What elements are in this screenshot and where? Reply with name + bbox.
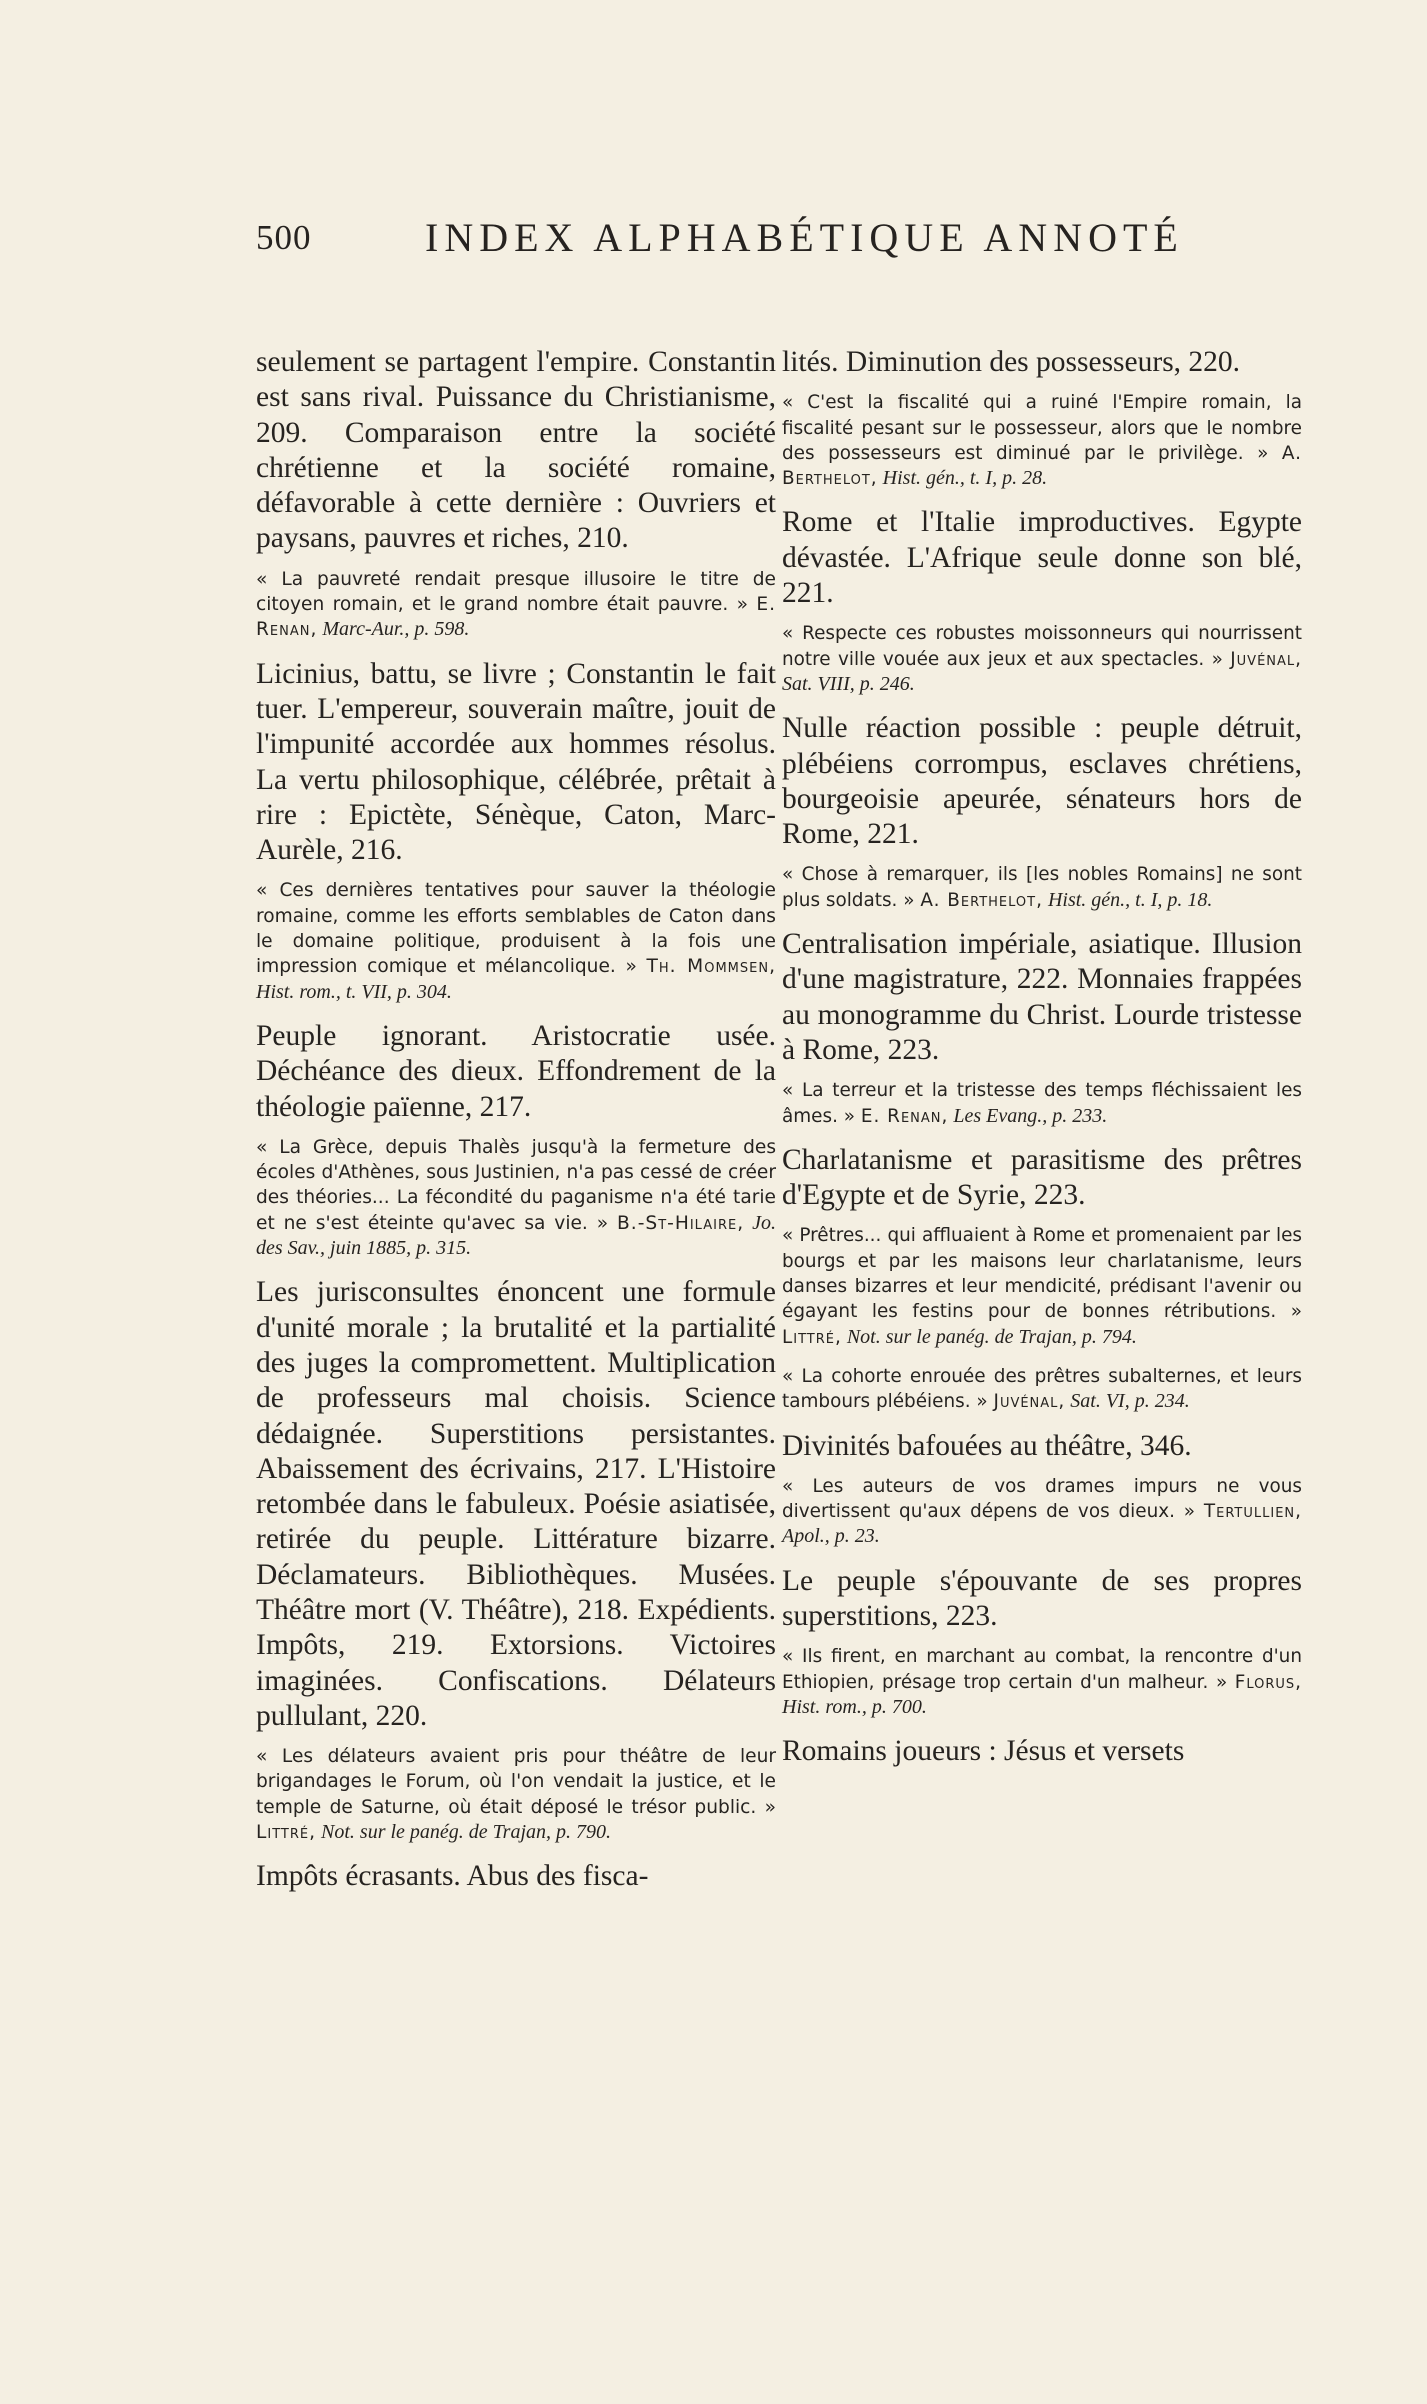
- quote-text: « La pauvreté rendait presque illusoire le titre de citoyen romain, et le grand nombre était pauvre. »: [256, 568, 776, 616]
- index-entry: Centralisation impériale, asiatique. Illusion d'une magistrature, 222. Monnaies frappées au monogramme du Christ. Lourde tristesse à Rome, 223.: [782, 928, 1302, 1066]
- quotation: [782, 862, 1302, 913]
- quote-text: « Prêtres... qui affluaient à Rome et promenaient par les bourgs et par les maisons leur charlatanisme, leurs danses bizarres et leur mendicité, prédisant l'avenir ou égayant les festins pour de bonnes rétributions. »: [782, 1225, 1302, 1323]
- quotation: [782, 390, 1302, 491]
- quotation: [256, 567, 776, 643]
- quote-text: « La terreur et la tristesse des temps fléchissaient les âmes. »: [782, 1080, 1302, 1127]
- quote-author: B.-St-Hilaire,: [617, 1212, 745, 1234]
- quote-author: Tertullien,: [1203, 1501, 1302, 1523]
- quote-author: E. Renan,: [860, 1105, 949, 1127]
- index-entry: seulement se partagent l'empire. Constantin est sans rival. Puissance du Christianisme, 209. Comparaison entre la société chrétienne et la société romaine, défavorable à cette dernière : Ouvriers et paysans, pauvres et riches, 210.: [256, 346, 776, 555]
- index-entry: Charlatanisme et parasitisme des prêtres d'Egypte et de Syrie, 223.: [782, 1143, 1302, 1212]
- quotation: [256, 1135, 776, 1261]
- quotation: [782, 1644, 1302, 1720]
- index-entry: Rome et l'Italie improductives. Egypte dévastée. L'Afrique seule donne son blé, 221.: [782, 506, 1302, 610]
- quote-text: « Ces dernières tentatives pour sauver la théologie romaine, comme les efforts semblables de Caton dans le domaine politique, produisent à la fois une impression comique et mélancolique. »: [256, 880, 776, 978]
- quote-text: « La cohorte enrouée des prêtres subalternes, et leurs tambours plébéiens. »: [782, 1365, 1302, 1413]
- quote-text: « Ils firent, en marchant au combat, la rencontre d'un Ethiopien, présage trop certain d'un malheur. »: [782, 1646, 1302, 1693]
- quotation: [256, 1744, 776, 1845]
- quote-source: Sat. VI, p. 234.: [1065, 1390, 1190, 1413]
- left-column: [256, 345, 776, 1895]
- quote-source: Sat. VIII, p. 246.: [782, 672, 915, 695]
- quote-author: Littré,: [256, 1822, 317, 1844]
- index-entry: Les jurisconsultes énoncent une formule d'unité morale ; la brutalité et la partialité des juges la compromettent. Multiplication de professeurs mal choisis. Science dédaignée. Superstitions persistantes. Abaissement des écrivains, 217. L'Histoire retombée dans le fabuleux. Poésie asiatisée, retirée du peuple. Littérature bizarre. Déclamateurs. Bibliothèques. Musées. Théâtre mort (V. Théâtre), 218. Expédients. Impôts, 219. Extorsions. Victoires imaginées. Confiscations. Délateurs pullulant, 220.: [256, 1276, 776, 1732]
- quote-text: « C'est la fiscalité qui a ruiné l'Empire romain, la fiscalité pesant sur le possesseur, alors que le nombre des possesseurs est diminué par le privilège. »: [782, 392, 1302, 464]
- quote-author: Th. Mommsen,: [646, 956, 776, 978]
- quote-source: Hist. rom., p. 700.: [782, 1695, 927, 1718]
- page-number: 500: [256, 218, 312, 257]
- quote-source: Hist. rom., t. VII, p. 304.: [256, 980, 452, 1003]
- index-entry: Romains joueurs : Jésus et versets: [782, 1735, 1185, 1768]
- index-entry: Divinités bafouées au théâtre, 346.: [782, 1429, 1192, 1462]
- index-entry: Le peuple s'épouvante de ses propres superstitions, 223.: [782, 1564, 1302, 1632]
- quote-text: « Respecte ces robustes moissonneurs qui nourrissent notre ville vouée aux jeux et aux spectacles. »: [782, 623, 1302, 670]
- quote-source: Les Evang., p. 233.: [948, 1104, 1108, 1127]
- quote-text: « Les délateurs avaient pris pour théâtre de leur brigandages le Forum, où l'on vendait la justice, et le temple de Saturne, où était déposé le trésor public. »: [256, 1746, 776, 1818]
- quote-author: Florus,: [1234, 1671, 1302, 1693]
- quote-text: « Chose à remarquer, ils [les nobles Romains] ne sont plus soldats. »: [782, 864, 1302, 911]
- index-entry: lités. Diminution des possesseurs, 220.: [782, 346, 1241, 378]
- index-entry: Peuple ignorant. Aristocratie usée. Déchéance des dieux. Effondrement de la théologie païenne, 217.: [256, 1019, 776, 1123]
- quotation: [782, 1364, 1302, 1415]
- quotation: [782, 621, 1302, 697]
- right-column: [782, 345, 1302, 1769]
- quote-source: Hist. gén., t. I, p. 28.: [877, 467, 1048, 490]
- quote-author: Juvénal,: [1230, 648, 1302, 670]
- quote-author: A. Berthelot,: [782, 442, 1302, 490]
- quote-author: E. Renan,: [256, 594, 776, 641]
- quotation: [782, 1223, 1302, 1349]
- quotation: [782, 1474, 1302, 1550]
- running-head: [0, 0, 1427, 270]
- quote-source: Jo. des Sav., juin 1885, p. 315.: [256, 1211, 776, 1260]
- quote-source: Hist. gén., t. I, p. 18.: [1042, 888, 1213, 911]
- quote-author: A. Berthelot,: [920, 889, 1043, 911]
- quotation: [256, 878, 776, 1004]
- quote-author: Juvénal,: [993, 1391, 1066, 1413]
- quote-source: Not. sur le panég. de Trajan, p. 790.: [316, 1821, 612, 1844]
- quote-text: « Les auteurs de vos drames impurs ne vous divertissent qu'aux dépens de vos dieux. »: [782, 1475, 1302, 1523]
- quote-text: « La Grèce, depuis Thalès jusqu'à la fermeture des écoles d'Athènes, sous Justinien, n'a pas cessé de créer des théories... La fécondité du paganisme n'a été tarie et ne s'est éteinte qu'avec sa vie. »: [256, 1136, 776, 1234]
- index-entry: Licinius, battu, se livre ; Constantin le fait tuer. L'empereur, souverain maître, jouit de l'impunité accordée aux hommes résolus. La vertu philosophique, célébrée, prêtait à rire : Epictète, Sénèque, Caton, Marc-Aurèle, 216.: [256, 657, 776, 867]
- quote-source: Apol., p. 23.: [782, 1525, 880, 1548]
- index-entry: Impôts écrasants. Abus des fisca-: [256, 1860, 649, 1893]
- page-title: INDEX ALPHABÉTIQUE ANNOTÉ: [425, 215, 1184, 260]
- quotation: [782, 1078, 1302, 1129]
- quote-source: Not. sur le panég. de Trajan, p. 794.: [841, 1325, 1137, 1348]
- quote-source: Marc-Aur., p. 598.: [317, 618, 470, 641]
- index-entry: Nulle réaction possible : peuple détruit, plébéiens corrompus, esclaves chrétiens, bourgeoisie apeurée, sénateurs hors de Rome, 221.: [782, 712, 1302, 851]
- quote-author: Littré,: [782, 1326, 842, 1348]
